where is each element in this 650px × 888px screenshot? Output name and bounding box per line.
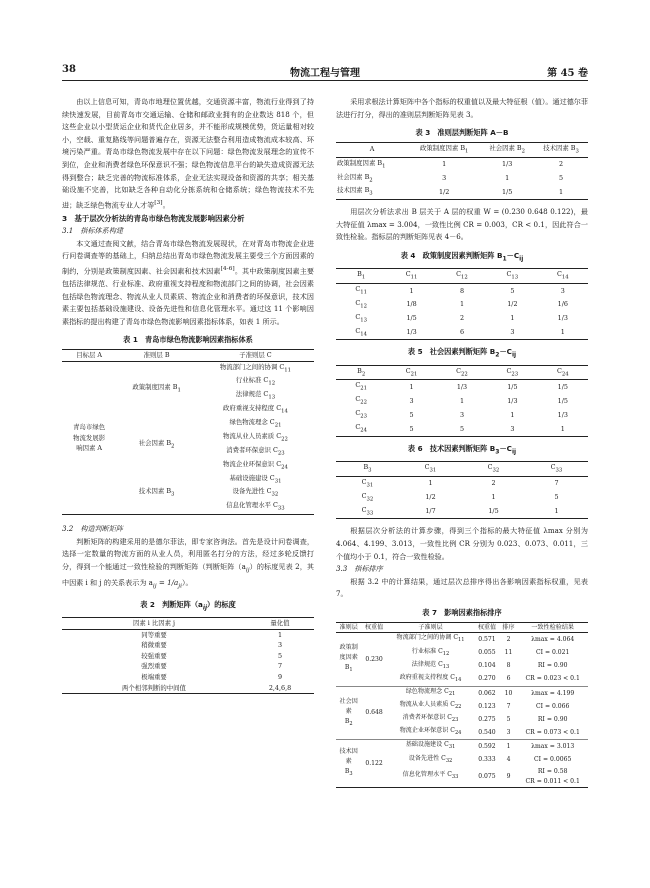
subsection-heading: 3.1 指标体系构建 [62,226,123,236]
target-line: 响因素 A [76,444,103,453]
row-label: $C_{21}$ [355,381,368,392]
table-row [336,422,588,436]
sub-criteria-cell: 物流部门之间的协调 $C_{11}$ [396,634,465,644]
page-number: 38 [62,64,76,75]
column-header: $C_{22}$ [437,365,487,380]
sub-criteria-sub: 13 [268,394,276,401]
sub-criteria-cell: 物流企业环保意识 $C_{24}$ [399,727,462,737]
table-caption: 表 7 影响因素指标排序 [422,607,502,617]
criteria-line: $B_2$ [344,717,353,727]
running-header [62,62,588,81]
target-line: 青岛市绿色 [73,423,106,432]
row-label-sub: 1 [382,162,386,169]
consistency-line: CR = 0.023 < 0.1 [525,675,580,683]
paragraph: 用层次分析法求出 B 层关于 A 层的权重 W = (0.230 0.648 0.122)，最大特征值 λmax = 3.004，一致性比例 CR = 0.003，CR < 0.1，因此符合一致性检验。指标层的判断矩阵见表 4－6。 [336,207,588,242]
table-caption: 表 2 判断矩阵$(a_{ij})$的标度 [140,600,236,612]
table-cell: 1 [559,188,564,197]
sub-criteria-sub: 33 [277,505,285,512]
table-row [336,283,588,297]
table-row [336,476,588,490]
table-cell: 1/3 [456,383,468,392]
table-row [336,394,588,408]
table-row [62,651,314,662]
column-header [480,142,534,157]
table-cell: 较强重要 [141,651,167,660]
criteria-line: 素 [345,707,352,715]
consistency-cell [517,660,588,673]
table-cell: 1/3 [557,314,568,323]
table-cell: 1 [277,630,283,639]
table-cell: 1/5 [488,507,499,516]
consistency-cell [517,713,588,726]
consistency-line: CI = 0.066 [535,702,570,710]
index-system-table [62,349,314,515]
row-label: $C_{23}$ [355,409,368,420]
consistency-cell [517,647,588,660]
sub-criteria-cell: 法律规范 $C_{13}$ [411,660,450,670]
criteria-cell [336,740,361,787]
table-cell: 1 [560,328,565,337]
column-header: 量化值 [246,618,314,630]
row-label [336,185,408,199]
section-heading: 3 基于层次分析法的青岛市绿色物流发展影响因素分析 [62,213,245,223]
rank-cell: 11 [504,649,513,657]
criteria-cell [116,473,197,515]
row-label-text: 社会因素 B [337,172,370,181]
consistency-line: CR = 0.011 < 0.1 [525,777,580,785]
table-cell: 1/6 [557,300,568,309]
column-header: 子准则层 [387,622,475,633]
table-cell: 5 [510,286,515,295]
table-cell: 稍微重要 [141,641,167,650]
table-cell: 1 [554,507,559,516]
table-cell: 1 [510,314,515,323]
table-cell: 5 [409,410,414,419]
weight-cell: 0.333 [478,756,496,764]
row-label: $C_{32}$ [361,491,374,502]
table-row [336,157,588,171]
table-cell: 3 [560,286,565,295]
weight-cell: 0.275 [478,715,496,723]
criteria-line: $B_1$ [344,664,353,674]
row-label-sub: 3 [369,190,373,197]
rank-cell: 1 [506,743,511,751]
table-cell: 5 [554,493,559,502]
sub-criteria-name: 物流企业环保意识 C [223,459,282,468]
weight-cell: 0.571 [478,636,496,644]
row-label: $C_{24}$ [355,423,368,434]
table-row [336,326,588,340]
consistency-cell [517,673,588,687]
sub-criteria-cell [197,445,314,459]
column-header: 因素 i 比因素 j [62,618,246,630]
table-caption: 表 4 政策制度因素判断矩阵 $B_1-C_{ij}$ [400,251,524,263]
column-header: $B_3$ [336,461,399,476]
column-header: 权重值 [361,622,386,633]
sub-criteria-cell: 物流从业人员素质 $C_{22}$ [399,701,462,711]
criteria-weight: 0.230 [365,655,383,663]
paragraph: 根据层次分析法的计算步骤，得到三个指标的最大特征值 λmax 分别为 4.064、4.199、3.013，一致性比例 CR 分别为 0.023、0.073、0.011，三个值均小于 0.1，符合一致性检验。 [336,526,588,561]
table-cell: 1/5 [502,188,513,197]
rank-cell: 4 [506,756,511,764]
header-sub: 2 [521,148,526,155]
volume-label: 第 45 卷 [547,68,588,79]
consistency-line: CI = 0.021 [535,649,570,657]
row-label-text: 政策制度因素 B [337,158,383,167]
sub-criteria-cell: 设备先进性 $C_{32}$ [408,754,453,764]
column-header: $C_{23}$ [487,365,537,380]
consistency-line: CR = 0.073 < 0.1 [525,728,580,736]
row-label: $C_{11}$ [355,284,368,296]
weight-cell: 0.270 [478,675,496,683]
sub-criteria-name: 绿色物流理念 C [229,418,275,427]
policy-matrix-table [336,268,588,340]
criteria-sub: 1 [177,387,181,394]
sub-criteria-name: 基础设施建设 C [229,473,275,482]
column-header [336,142,408,157]
weight-cell: 0.062 [478,689,496,697]
table-cell: 1/2 [425,493,436,502]
table-cell: 3 [510,424,515,433]
table-cell: 1/2 [507,300,518,309]
table-cell: 1/2 [439,188,450,197]
table-cell: 1/5 [557,396,568,405]
table-cell: 1/5 [557,383,568,392]
rank-cell: 8 [506,662,511,670]
column-header: $C_{33}$ [525,461,588,476]
rank-cell: 6 [506,675,511,683]
sub-criteria-cell: 基础设施建设 $C_{31}$ [405,741,456,751]
table-cell: 同等重要 [141,630,167,639]
criteria-weight: 0.648 [365,709,383,717]
paragraph: 由以上信息可知，青岛市地理位置优越，交通资源丰富，物流行业得到了持续快速发展，目前青岛市交通运输、仓储和邮政业拥有的企业数达 818 个，但这些企业以小型货运企业和货代企业居多，并不能形成规模优势，货运量相对较小，空载、重复路线等问题普遍存在，资源无法整合利用造成物流成本较高、环境污染严重。青岛市绿色物流发展中存在以下问题：绿色物流发展理念的宣传不到位，企业和消费者绿色环保意识不强；绿色物流信息平台的缺失造成资源无法得到整合；缺乏完善的物流标准体系，企业无法实现设备和资源的共享；相关基础设施不完善，比如缺乏各种自动化分拣系统和仓储系统；绿色物流技术不先进；缺乏绿色物流专业人才等[3]。 [62,97,314,210]
column-header: 一致性检验结果 [517,622,588,633]
column-header: 准则层 B [116,350,197,362]
row-label: $C_{14}$ [355,326,368,337]
criteria-cell [116,361,197,417]
column-header: 权重值 [474,622,499,633]
table-row [336,740,588,754]
sub-criteria-name: 信息化管理水平 C [226,501,278,510]
column-header: $C_{11}$ [386,269,436,284]
table-cell: 2 [459,314,465,323]
table-cell: 1 [459,396,465,405]
consistency-line: RI = 0.90 [537,662,568,670]
weight-cell: 0.104 [478,662,496,670]
sub-criteria-cell: 绿色物流理念 $C_{21}$ [405,687,456,698]
table-cell: 3 [409,396,414,405]
sub-criteria-name: 物流部门之间的协调 C [219,362,285,371]
column-header: 准则层 [336,622,361,633]
table-row [336,298,588,312]
table-caption: 表 1 青岛市绿色物流影响因素指标体系 [123,335,253,345]
header-text: 社会因素 B [489,143,522,152]
column-header: $C_{14}$ [538,269,588,284]
table-row [62,361,314,375]
header-sub: 1 [465,148,469,155]
table-cell: 3 [510,328,515,337]
table-cell: 1/8 [406,300,417,309]
sub-criteria-sub: 14 [281,408,288,415]
table-cell: 5 [559,174,564,183]
row-label [336,172,408,186]
rank-cell: 10 [504,689,513,697]
table-cell: 1 [459,300,465,309]
table-row [336,686,588,700]
column-header: $C_{24}$ [538,365,588,380]
table-cell: 7 [277,662,283,671]
sub-criteria-name: 法律规范 C [235,390,269,399]
sub-criteria-cell: 信息化管理水平 $C_{33}$ [402,771,459,781]
column-header: 子准则层 C [197,350,314,362]
row-label-text: 技术因素 B [337,186,370,195]
sub-criteria-cell: 消费者环保意识 $C_{23}$ [402,714,459,724]
criteria-line: 社会因 [339,697,358,705]
criteria-cell [336,686,361,740]
table-cell: 1/3 [406,328,417,337]
sub-criteria-cell [197,389,314,403]
paragraph: 采用求根法计算矩阵中各个指标的权重值以及最大特征根（值）。通过德尔菲法进行打分，得出的准则层判断矩阵见表 3。 [336,97,588,119]
criteria-line: $B_3$ [344,767,353,778]
table-row [62,640,314,651]
criteria-line: 素 [345,757,352,765]
table-cell: 1/5 [406,314,417,323]
column-header: $B_2$ [336,365,386,380]
criteria-name: 技术因素 B [138,487,172,496]
subsection-heading: 3.2 构造判断矩阵 [62,524,123,534]
table-row [62,672,314,683]
rank-cell: 3 [506,728,511,736]
table-row [336,172,588,186]
paragraph: 本文通过查阅文献，结合青岛市绿色物流发展现状，在对青岛市物流企业进行问卷调查等的基础上，归纳总结出青岛市绿色物流发展主要受三个方面因素的制约，分别是政策制度因素、社会因素和技术因素[4-6]。其中政策制度因素主要包括法律规范、行业标准、政府重视支持程度和物流部门之间的协调，社会因素包括绿色物流理念、物流从业人员素质、物流企业和消费者的环保意识，技术因素主要包括基础设施建设、设备先进性和信息化管理水平。通过这 11 个影响因素指标的提出构建了青岛市绿色物流影响因素指标体系，如表 1 所示。 [62,238,315,326]
table-cell: 1 [560,424,565,433]
consistency-cell [517,686,588,700]
consistency-cell [517,700,588,713]
header-text: 技术因素 B [543,143,576,152]
sub-criteria-cell [197,500,314,514]
rank-cell: 2 [506,636,511,644]
consistency-line: RI = 0.58 [537,767,568,775]
row-label-sub: 2 [369,176,373,183]
sub-criteria-cell [197,375,314,389]
tech-matrix-table [336,461,588,520]
row-label: $C_{13}$ [355,312,368,323]
column-header: $C_{12}$ [437,269,487,284]
sub-criteria-sub: 12 [268,380,276,387]
table-row [336,312,588,326]
table-cell: 1 [510,410,515,419]
subsection-heading: 3.3 指标排序 [336,564,383,574]
row-label: $C_{33}$ [361,505,374,516]
row-label: $C_{31}$ [361,477,374,489]
table-cell: 2 [491,479,496,488]
weight-cell: 0.075 [478,772,496,780]
table-row [336,408,588,422]
table-row [62,629,314,640]
criteria-sub: 2 [171,443,175,450]
column-header: $C_{13}$ [487,269,537,284]
criteria-name: 社会因素 B [138,438,172,447]
criteria-name: 政策制度因素 B [132,383,178,392]
table-cell: 1 [505,174,510,183]
sub-criteria-sub: 23 [277,450,285,457]
table-cell: 强烈重要 [141,662,167,671]
consistency-line: CI = 0.0065 [534,756,572,764]
table-cell: 1/7 [425,507,436,516]
weight-cell: 0.540 [478,728,496,736]
table-cell: 5 [409,424,414,433]
sub-criteria-sub: 31 [274,477,282,484]
table-cell: 1 [409,383,414,392]
table-row [336,185,588,199]
row-label [336,157,408,171]
sub-criteria-sub: 22 [281,436,288,443]
table-cell: 1/3 [557,410,568,419]
table-cell: 1 [442,160,447,169]
table-cell: 5 [459,424,465,433]
sub-criteria-name: 行业标准 C [235,376,269,385]
header-sub: 3 [575,148,579,155]
header-text: A [369,145,375,154]
table-caption: 表 5 社会因素判断矩阵 $B_2-C_{ij}$ [407,347,517,359]
table-row [62,683,314,694]
criteria-cell [116,417,197,473]
consistency-cell [517,740,588,754]
sub-criteria-sub: 24 [281,464,288,470]
criteria-sub: 3 [171,491,175,498]
criteria-weight: 0.122 [365,759,383,767]
sub-criteria-sub: 21 [274,422,282,429]
left-column [62,96,314,694]
table-cell: 8 [459,286,465,295]
sub-criteria-cell: 行业标准 $C_{12}$ [411,647,450,657]
sub-criteria-name: 消费者环保意识 C [226,445,278,454]
journal-name: 物流工程与管理 [290,68,360,79]
criteria-matrix-table [336,142,588,201]
consistency-line: RI = 0.90 [537,715,568,723]
consistency-cell [517,633,588,647]
table-caption: 表 3 准则层判断矩阵 A－B [415,128,509,138]
rank-cell: 9 [506,772,511,780]
table-caption: 表 6 技术因素判断矩阵 $B_3-C_{ij}$ [407,443,517,456]
table-cell: 6 [459,328,465,337]
table-row [336,505,588,519]
table-cell: 2 [559,160,564,169]
paragraph: 根据 3.2 中的计算结果，通过层次总排序得出各影响因素指标权重，见表 7。 [336,576,588,599]
paragraph: 判断矩阵的构建采用的是德尔菲法，即专家咨询法。首先是设计问卷调查，选择一定数量的物流方面的从业人员，利用匿名打分的方法，经过多轮反馈打分，得到一个能通过一致性检验的判断矩阵（判断矩阵$(a_{ij})$的标度见表 2，其中因素 i 和 j 的关系表示为 $a_{ij} = 1/a_{ji}$）。 [62,536,314,590]
consistency-cell [517,754,588,767]
sub-criteria-cell [197,459,314,473]
consistency-line: λmax = 3.013 [531,743,575,751]
sub-criteria-name: 政府重视支持程度 C [223,404,282,413]
table-cell: 两个相邻判断的中间值 [122,683,186,692]
social-matrix-table [336,365,588,437]
column-header: $C_{31}$ [399,461,462,476]
column-header [534,142,588,157]
table-cell: 5 [277,651,283,660]
column-header: $C_{32}$ [462,461,525,476]
criteria-cell [336,633,361,687]
table-cell: 2,4,6,8 [268,683,292,692]
target-cell [62,361,116,515]
weight-cell: 0.055 [478,649,496,657]
sub-criteria-cell [197,431,314,445]
column-header: $C_{21}$ [386,365,436,380]
table-cell: 1 [491,493,496,502]
scale-table [62,617,314,694]
right-column [336,96,588,788]
column-header: $B_1$ [336,269,386,284]
rank-cell: 7 [506,702,511,710]
sub-criteria-name: 设备先进性 C [232,487,272,496]
table-row [336,380,588,394]
table-row [336,491,588,505]
header-text: 政策制度因素 B [419,143,466,152]
sub-criteria-sub: 11 [284,366,292,373]
table-cell: 9 [277,673,283,681]
target-line: 物流发展影 [73,433,106,442]
sub-criteria-name: 物流从业人员素质 C [223,431,282,440]
criteria-line: 政策制 [339,644,358,652]
table-cell: 3 [459,410,465,419]
sub-criteria-cell [197,417,314,431]
weight-cell: 0.592 [478,743,496,751]
table-cell: 1/5 [507,383,518,392]
table-cell: 1/3 [507,396,518,405]
consistency-line: λmax = 4.199 [531,689,575,697]
row-label: $C_{22}$ [355,395,368,406]
criteria-line: 技术因 [339,748,358,756]
table-cell: 3 [277,641,283,650]
table-cell: 7 [554,479,559,488]
table-cell: 1 [428,479,433,488]
table-row [62,661,314,672]
sub-criteria-cell [197,403,314,417]
criteria-line: 度因素 [339,654,358,662]
table-row [336,633,588,647]
table-cell: 极端重要 [141,673,167,681]
column-header: 排序 [500,622,518,633]
sub-criteria-cell [197,473,314,487]
table-cell: 1 [409,286,414,295]
weight-cell: 0.123 [478,702,496,710]
sub-criteria-cell [197,361,314,375]
rank-cell: 5 [506,715,511,723]
table-cell: 3 [442,174,447,183]
table-cell: 1/3 [502,160,513,169]
ranking-table [336,622,588,788]
consistency-cell [517,726,588,740]
sub-criteria-cell [197,486,314,500]
column-header [408,142,480,157]
column-header: 目标层 A [62,350,116,362]
row-label: $C_{12}$ [355,298,368,310]
consistency-line: λmax = 4.064 [531,636,575,644]
sub-criteria-cell: 政府重视支持程度 $C_{14}$ [399,673,462,684]
consistency-cell [517,767,588,787]
sub-criteria-sub: 32 [271,491,279,498]
